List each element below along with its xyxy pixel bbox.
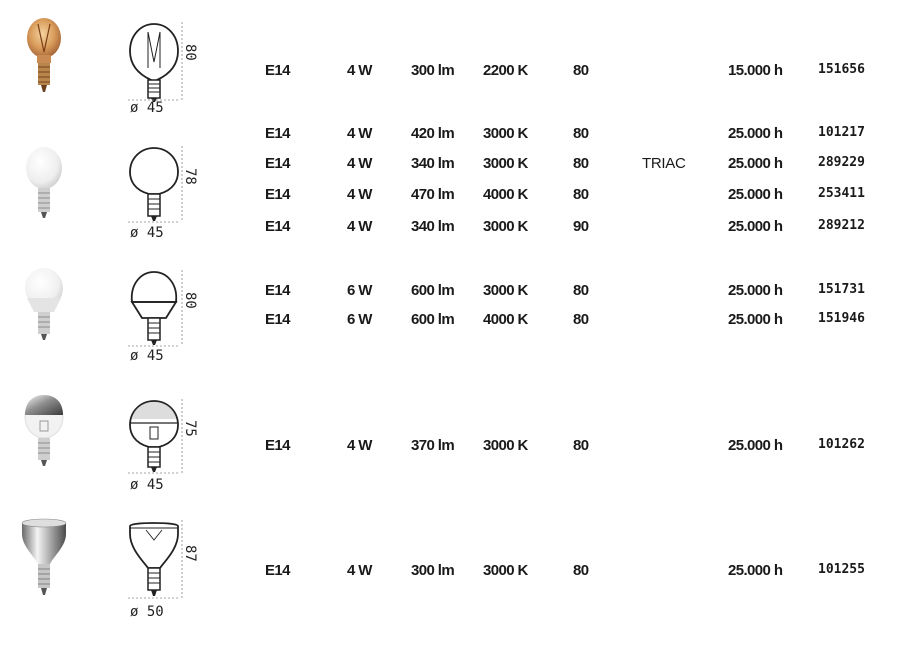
spec-row (0, 562, 900, 582)
product-code-cell: 101255 (818, 562, 865, 577)
lumen-cell: 420 lm (411, 125, 455, 142)
cri-cell: 80 (573, 311, 589, 328)
bulb-photo-silver-crown (14, 385, 74, 480)
product-code-cell: 101262 (818, 437, 865, 452)
color-temp-cell: 2200 K (483, 62, 528, 79)
height-label: 80 (182, 44, 198, 61)
diameter-label: ø 45 (130, 477, 164, 493)
spec-row (0, 311, 900, 331)
spec-row (0, 186, 900, 206)
spec-row (0, 437, 900, 457)
color-temp-cell: 4000 K (483, 311, 528, 328)
color-temp-cell: 3000 K (483, 437, 528, 454)
wattage-cell: 4 W (347, 62, 372, 79)
spec-row (0, 62, 900, 82)
wattage-cell: 6 W (347, 282, 372, 299)
spec-row (0, 282, 900, 302)
reflector-bulb-icon (14, 512, 74, 607)
cri-cell: 90 (573, 218, 589, 235)
lumen-cell: 600 lm (411, 282, 455, 299)
lifetime-cell: 25.000 h (728, 186, 783, 203)
lumen-cell: 600 lm (411, 311, 455, 328)
color-temp-cell: 3000 K (483, 218, 528, 235)
lifetime-cell: 25.000 h (728, 155, 783, 172)
base-cell: E14 (265, 218, 290, 235)
base-cell: E14 (265, 62, 290, 79)
cri-cell: 80 (573, 125, 589, 142)
base-cell: E14 (265, 282, 290, 299)
base-cell: E14 (265, 155, 290, 172)
lifetime-cell: 25.000 h (728, 437, 783, 454)
bulb-photo-reflector (14, 512, 74, 607)
height-label: 80 (182, 292, 198, 309)
height-label: 75 (182, 420, 198, 437)
spec-row (0, 155, 900, 175)
lumen-cell: 340 lm (411, 218, 455, 235)
color-temp-cell: 3000 K (483, 282, 528, 299)
silver-crown-bulb-icon (14, 385, 74, 480)
base-cell: E14 (265, 562, 290, 579)
base-cell: E14 (265, 437, 290, 454)
product-code-cell: 253411 (818, 186, 865, 201)
lifetime-cell: 15.000 h (728, 62, 783, 79)
cri-cell: 80 (573, 562, 589, 579)
spec-row (0, 125, 900, 145)
dimmable-cell: TRIAC (642, 155, 686, 172)
wattage-cell: 4 W (347, 562, 372, 579)
opal-bulb-icon (14, 136, 74, 231)
diameter-label: ø 45 (130, 100, 164, 116)
diameter-label: ø 45 (130, 348, 164, 364)
cri-cell: 80 (573, 186, 589, 203)
lifetime-cell: 25.000 h (728, 311, 783, 328)
wattage-cell: 6 W (347, 311, 372, 328)
product-code-cell: 101217 (818, 125, 865, 140)
base-cell: E14 (265, 311, 290, 328)
led-bulb-icon (14, 258, 74, 353)
wattage-cell: 4 W (347, 125, 372, 142)
bulb-photo-led (14, 258, 74, 353)
lifetime-cell: 25.000 h (728, 562, 783, 579)
base-cell: E14 (265, 186, 290, 203)
cri-cell: 80 (573, 62, 589, 79)
cri-cell: 80 (573, 155, 589, 172)
product-code-cell: 151731 (818, 282, 865, 297)
height-label: 87 (182, 545, 198, 562)
lumen-cell: 340 lm (411, 155, 455, 172)
color-temp-cell: 4000 K (483, 186, 528, 203)
lumen-cell: 370 lm (411, 437, 455, 454)
filament-bulb-icon (14, 8, 74, 103)
lumen-cell: 300 lm (411, 562, 455, 579)
product-code-cell: 151656 (818, 62, 865, 77)
color-temp-cell: 3000 K (483, 562, 528, 579)
cri-cell: 80 (573, 282, 589, 299)
wattage-cell: 4 W (347, 218, 372, 235)
product-code-cell: 289229 (818, 155, 865, 170)
bulb-photo-opal (14, 136, 74, 231)
spec-row (0, 218, 900, 238)
color-temp-cell: 3000 K (483, 155, 528, 172)
color-temp-cell: 3000 K (483, 125, 528, 142)
diameter-label: ø 45 (130, 225, 164, 241)
lumen-cell: 470 lm (411, 186, 455, 203)
base-cell: E14 (265, 125, 290, 142)
cri-cell: 80 (573, 437, 589, 454)
lifetime-cell: 25.000 h (728, 282, 783, 299)
height-label: 78 (182, 168, 198, 185)
wattage-cell: 4 W (347, 437, 372, 454)
lifetime-cell: 25.000 h (728, 125, 783, 142)
product-code-cell: 151946 (818, 311, 865, 326)
wattage-cell: 4 W (347, 186, 372, 203)
lumen-cell: 300 lm (411, 62, 455, 79)
bulb-photo-filament (14, 8, 74, 103)
wattage-cell: 4 W (347, 155, 372, 172)
diameter-label: ø 50 (130, 604, 164, 620)
lifetime-cell: 25.000 h (728, 218, 783, 235)
product-code-cell: 289212 (818, 218, 865, 233)
